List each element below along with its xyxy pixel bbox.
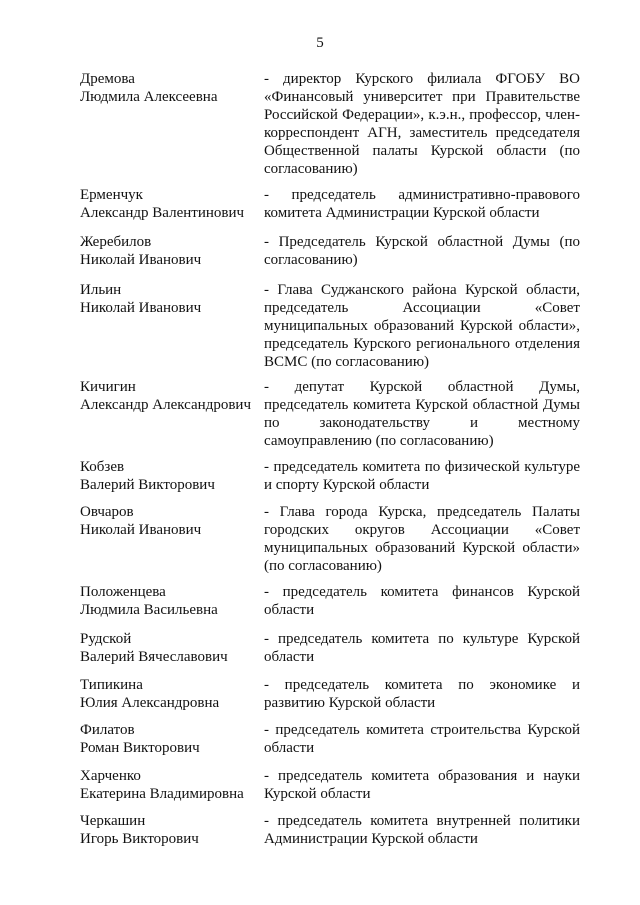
member-surname: Черкашин	[80, 813, 146, 829]
member-name	[80, 281, 262, 371]
member-name	[80, 186, 262, 222]
member-given-names: Валерий Вячеславович	[80, 649, 228, 665]
member-given-names: Александр Александрович	[80, 397, 251, 413]
member-entry	[80, 458, 580, 494]
member-surname: Филатов	[80, 722, 135, 738]
member-given-names: Александр Валентинович	[80, 205, 245, 221]
member-name	[80, 676, 262, 712]
member-given-names: Юлия Александровна	[80, 695, 220, 711]
member-entry	[80, 767, 580, 803]
member-name	[80, 458, 262, 494]
member-given-names: Николай Иванович	[80, 522, 202, 538]
member-name	[80, 378, 262, 450]
member-position: - председатель комитета финансов Курской области	[264, 584, 580, 618]
member-name	[80, 70, 262, 178]
page-number: 5	[316, 35, 324, 51]
member-position: - Глава города Курска, председатель Палаты городских округов Ассоциации «Совет муниципальных образований Курской области» (по согласованию)	[264, 504, 580, 574]
member-surname: Жеребилов	[80, 234, 152, 250]
member-position: - председатель комитета по физической культуре и спорту Курской области	[264, 459, 580, 493]
member-given-names: Николай Иванович	[80, 300, 202, 316]
member-name	[80, 812, 262, 848]
member-surname: Ерменчук	[80, 187, 143, 203]
member-entry	[80, 503, 580, 575]
member-position: - депутат Курской областной Думы, председатель комитета Курской областной Думы по законодательству и местному самоуправлению (по согласованию)	[264, 379, 580, 449]
member-given-names: Николай Иванович	[80, 252, 202, 268]
member-name	[80, 767, 262, 803]
member-given-names: Людмила Васильевна	[80, 602, 218, 618]
member-position: - председатель комитета по экономике и развитию Курской области	[264, 677, 580, 711]
member-position: - директор Курского филиала ФГОБУ ВО «Финансовый университет при Правительстве Российской Федерации», к.э.н., профессор, член-корреспондент АГН, заместитель председателя Общественной палаты Курской области (по согласованию)	[264, 71, 580, 177]
member-surname: Кичигин	[80, 379, 136, 395]
member-surname: Овчаров	[80, 504, 134, 520]
member-position: - председатель административно-правового комитета Администрации Курской области	[264, 187, 580, 221]
member-given-names: Валерий Викторович	[80, 477, 215, 493]
member-entry	[80, 812, 580, 848]
member-position: - председатель комитета строительства Курской области	[264, 722, 580, 756]
member-entry	[80, 630, 580, 666]
member-name	[80, 721, 262, 757]
member-entry	[80, 583, 580, 619]
member-entry	[80, 281, 580, 371]
member-entry	[80, 186, 580, 222]
member-name	[80, 630, 262, 666]
member-entry	[80, 721, 580, 757]
member-name	[80, 503, 262, 575]
member-surname: Типикина	[80, 677, 143, 693]
member-position: - Председатель Курской областной Думы (по согласованию)	[264, 234, 580, 268]
member-given-names: Екатерина Владимировна	[80, 786, 244, 802]
member-entry	[80, 233, 580, 269]
member-name	[80, 233, 262, 269]
member-surname: Рудской	[80, 631, 132, 647]
member-given-names: Игорь Викторович	[80, 831, 199, 847]
member-given-names: Людмила Алексеевна	[80, 89, 218, 105]
member-surname: Кобзев	[80, 459, 125, 475]
member-position: - председатель комитета внутренней политики Администрации Курской области	[264, 813, 580, 847]
member-surname: Ильин	[80, 282, 122, 298]
member-entry	[80, 676, 580, 712]
member-position: - председатель комитета по культуре Курской области	[264, 631, 580, 665]
member-name	[80, 583, 262, 619]
member-entry	[80, 70, 580, 178]
member-surname: Положенцева	[80, 584, 166, 600]
member-position: - председатель комитета образования и науки Курской области	[264, 768, 580, 802]
member-surname: Дремова	[80, 71, 135, 87]
member-given-names: Роман Викторович	[80, 740, 200, 756]
member-position: - Глава Суджанского района Курской области, председатель Ассоциации «Совет муниципальных образований Курской области», председатель Курского регионального отделения ВСМС (по согласованию)	[264, 282, 580, 370]
member-surname: Харченко	[80, 768, 141, 784]
member-entry	[80, 378, 580, 450]
